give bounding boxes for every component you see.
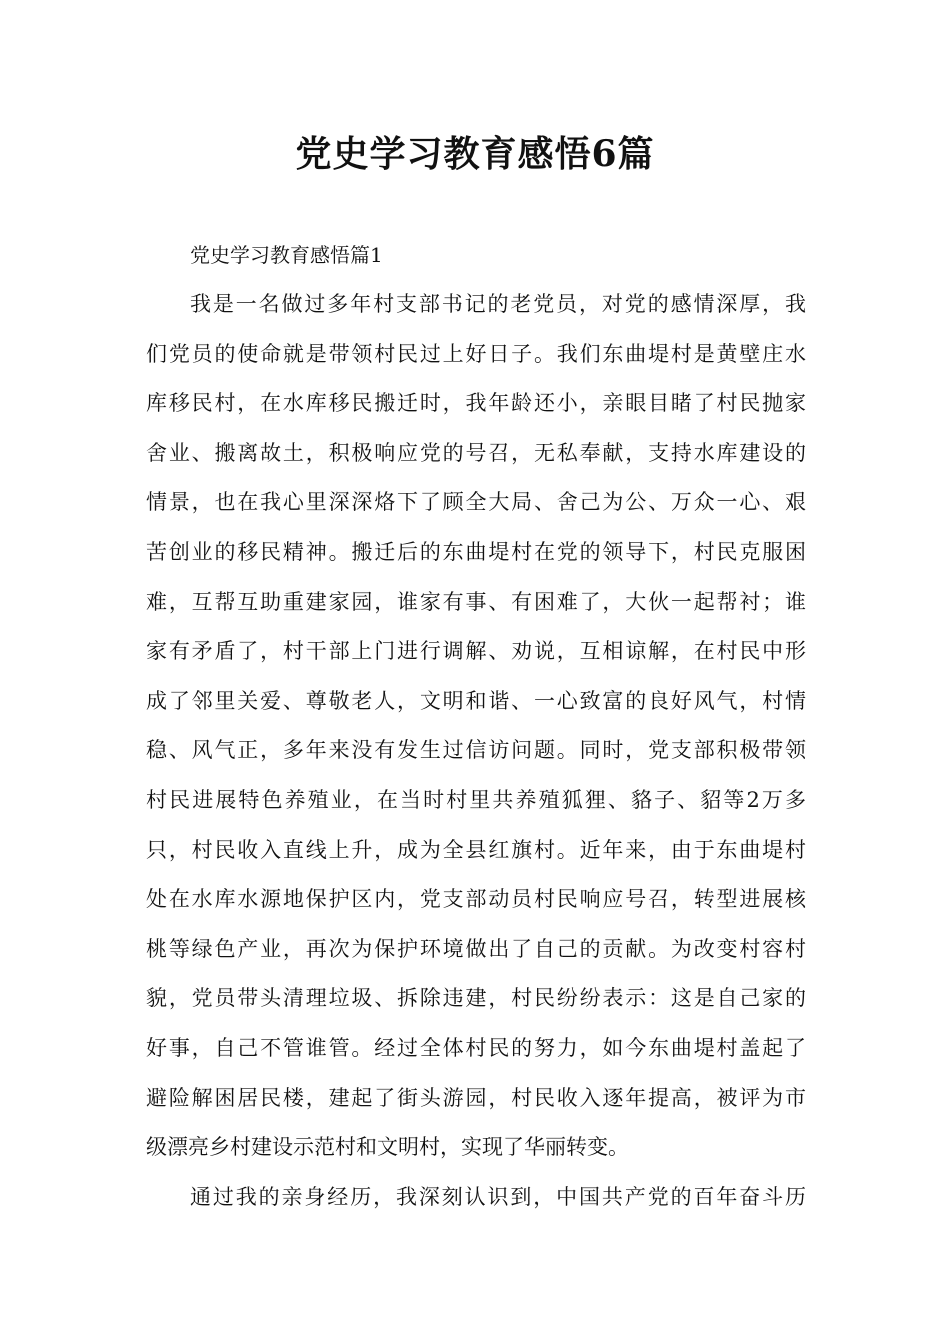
document-title: 党史学习教育感悟6篇: [295, 133, 655, 175]
paragraph-line: 好事，自己不管谁管。经过全体村民的努力，如今东曲堤村盖起了: [146, 1035, 806, 1060]
paragraph-line: 成了邻里关爱、尊敬老人，文明和谐、一心致富的良好风气，村情: [146, 688, 806, 713]
paragraph-line: 处在水库水源地保护区内，党支部动员村民响应号召，转型进展核: [146, 887, 806, 912]
paragraph-line: 难，互帮互助重建家园，谁家有事、有困难了，大伙一起帮衬；谁: [146, 589, 806, 614]
paragraph-line: 只，村民收入直线上升，成为全县红旗村。近年来，由于东曲堤村: [146, 837, 806, 862]
paragraph-line: 舍业、搬离故土，积极响应党的号召，无私奉献，支持水库建设的: [146, 440, 806, 465]
paragraph-line: 通过我的亲身经历，我深刻认识到，中国共产党的百年奋斗历: [190, 1184, 806, 1209]
paragraph-1: [146, 280, 806, 1173]
paragraph-line: 们党员的使命就是带领村民过上好日子。我们东曲堤村是黄壁庄水: [146, 341, 806, 366]
paragraph-line: 稳、风气正，多年来没有发生过信访问题。同时，党支部积极带领: [146, 738, 806, 763]
document-body: [146, 230, 806, 1222]
paragraph-line: 貌，党员带头清理垃圾、拆除违建，村民纷纷表示：这是自己家的: [146, 986, 806, 1011]
paragraph-line: 级漂亮乡村建设示范村和文明村，实现了华丽转变。: [146, 1135, 629, 1160]
paragraph-line: 避险解困居民楼，建起了街头游园，村民收入逐年提高，被评为市: [146, 1085, 806, 1110]
paragraph-line: 我是一名做过多年村支部书记的老党员，对党的感情深厚，我: [190, 292, 806, 316]
paragraph-line: 库移民村，在水库移民搬迁时，我年龄还小，亲眼目睹了村民抛家: [146, 391, 806, 416]
section-heading: 党史学习教育感悟篇1: [190, 243, 383, 267]
paragraph-line: 苦创业的移民精神。搬迁后的东曲堤村在党的领导下，村民克服困: [146, 539, 806, 564]
paragraph-line: 家有矛盾了，村干部上门进行调解、劝说，互相谅解，在村民中形: [146, 639, 806, 664]
paragraph-line: 桃等绿色产业，再次为保护环境做出了自己的贡献。为改变村容村: [146, 936, 806, 961]
paragraph-line: 村民进展特色养殖业，在当时村里共养殖狐狸、貉子、貂等2万多: [146, 787, 806, 812]
paragraph-2: [146, 1173, 806, 1223]
paragraph-line: 情景，也在我心里深深烙下了顾全大局、舍己为公、万众一心、艰: [146, 490, 806, 515]
